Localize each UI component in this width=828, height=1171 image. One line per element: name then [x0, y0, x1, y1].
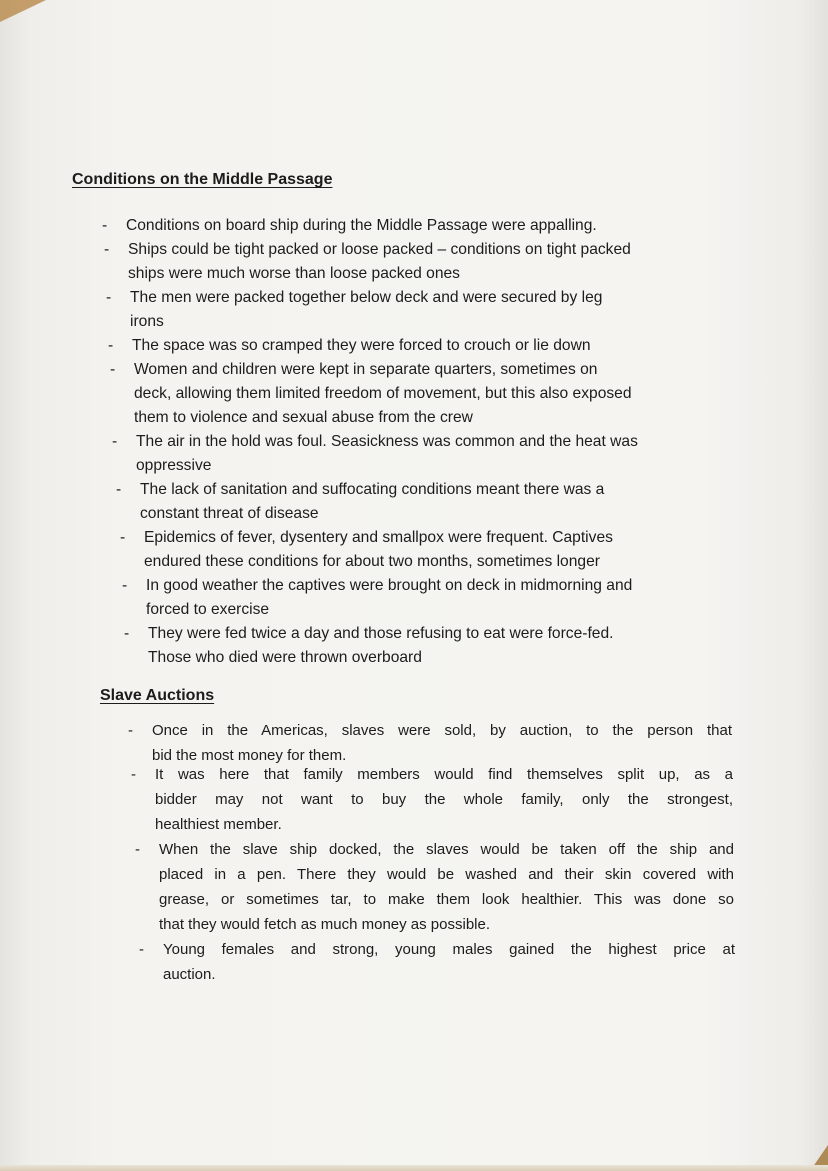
text-line: The men were packed together below deck and were secured by leg — [130, 289, 603, 306]
dash-bullet-icon: - — [120, 529, 126, 546]
text-line: The air in the hold was foul. Seasickness was common and the heat was — [136, 433, 638, 450]
text-line: Epidemics of fever, dysentery and smallpox were frequent. Captives — [144, 529, 613, 546]
text-line: They were fed twice a day and those refusing to eat were force-fed. — [148, 625, 614, 642]
page-edge — [0, 1165, 828, 1171]
text-line: When the slave ship docked, the slaves would be taken off the ship and — [159, 841, 734, 858]
bullet-item — [131, 762, 733, 837]
text-line: irons — [130, 313, 164, 330]
section-heading: Conditions on the Middle Passage — [72, 171, 333, 188]
text-line: Young females and strong, young males gained the highest price at — [163, 941, 735, 958]
dash-bullet-icon: - — [102, 217, 108, 234]
text-line: oppressive — [136, 457, 212, 474]
text-line: The space was so cramped they were forced to crouch or lie down — [132, 337, 591, 354]
bullet-item — [120, 526, 613, 574]
text-line: Conditions on board ship during the Middle Passage were appalling. — [126, 217, 597, 234]
dash-bullet-icon: - — [104, 241, 110, 258]
text-line: placed in a pen. There they would be washed and their skin covered with — [159, 866, 734, 883]
text-line: It was here that family members would find themselves split up, as a — [155, 766, 733, 783]
text-line: them to violence and sexual abuse from the crew — [134, 409, 473, 426]
text-line: endured these conditions for about two months, sometimes longer — [144, 553, 600, 570]
text-line: ships were much worse than loose packed ones — [128, 265, 460, 282]
dash-bullet-icon: - — [106, 289, 112, 306]
dash-bullet-icon: - — [128, 722, 133, 739]
dash-bullet-icon: - — [112, 433, 118, 450]
text-line: forced to exercise — [146, 601, 270, 618]
scan-corner-mark — [0, 0, 46, 22]
dash-bullet-icon: - — [131, 766, 136, 783]
text-line: bidder may not want to buy the whole family, only the strongest, — [155, 791, 733, 808]
text-line: bid the most money for them. — [152, 747, 347, 764]
bullet-item — [110, 358, 632, 430]
text-line: healthiest member. — [155, 816, 282, 833]
text-line: The lack of sanitation and suffocating conditions meant there was a — [140, 481, 605, 498]
text-line: grease, or sometimes tar, to make them look healthier. This was done so — [159, 891, 734, 908]
dash-bullet-icon: - — [124, 625, 130, 642]
bullet-item — [106, 286, 603, 334]
bullet-item — [135, 837, 734, 937]
bullet-item — [116, 478, 605, 526]
text-line: In good weather the captives were brought on deck in midmorning and — [146, 577, 633, 594]
bullet-item — [112, 430, 638, 478]
text-line: deck, allowing them limited freedom of movement, but this also exposed — [134, 385, 632, 402]
text-line: Those who died were thrown overboard — [148, 649, 422, 666]
bullet-item — [124, 622, 614, 670]
text-line: constant threat of disease — [140, 505, 319, 522]
dash-bullet-icon: - — [139, 941, 144, 958]
bullet-item — [128, 718, 732, 768]
text-line: Women and children were kept in separate quarters, sometimes on — [134, 361, 598, 378]
bullet-item — [108, 334, 591, 358]
bullet-item — [122, 574, 633, 622]
text-line: Ships could be tight packed or loose packed – conditions on tight packed — [128, 241, 631, 258]
dash-bullet-icon: - — [135, 841, 140, 858]
dash-bullet-icon: - — [110, 361, 116, 378]
bullet-item — [104, 238, 631, 286]
bullet-item — [139, 937, 735, 987]
text-line: that they would fetch as much money as possible. — [159, 916, 491, 933]
dash-bullet-icon: - — [116, 481, 122, 498]
text-line: Once in the Americas, slaves were sold, by auction, to the person that — [152, 722, 732, 739]
text-line: auction. — [163, 966, 216, 983]
bullet-item — [102, 214, 597, 238]
section-heading: Slave Auctions — [100, 687, 215, 704]
dash-bullet-icon: - — [108, 337, 114, 354]
dash-bullet-icon: - — [122, 577, 128, 594]
